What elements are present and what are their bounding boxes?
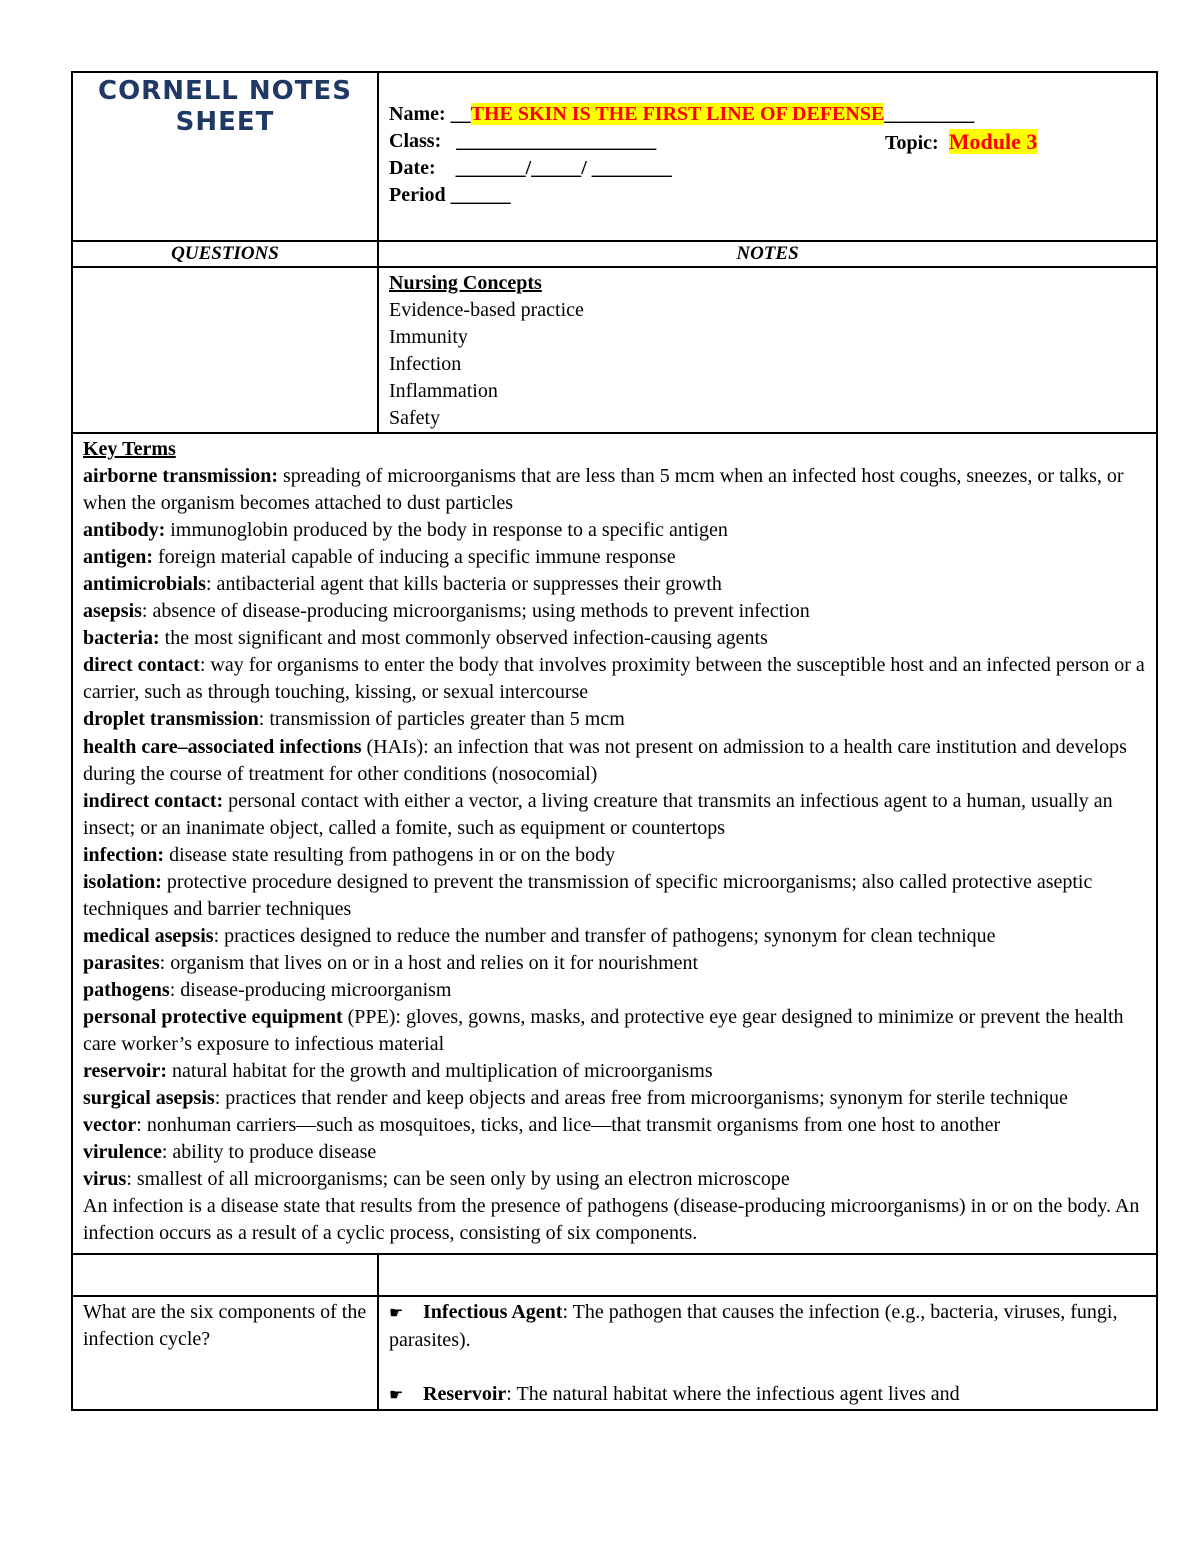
key-term-name: infection: [83,843,165,866]
key-term-entry [83,869,1156,923]
pointing-hand-icon: ☛ [389,1305,404,1323]
period-field[interactable]: ______ [450,184,511,206]
key-term-name: medical asepsis [83,924,214,947]
key-term-entry [83,652,1156,706]
info-cell [378,72,1157,241]
topic-group [885,128,1037,157]
key-term-entry [83,1139,1156,1166]
key-term-name: vector [83,1114,137,1137]
questions-header: QUESTIONS [72,241,378,267]
key-term-definition: : practices designed to reduce the number and transfer of pathogens; synonym for clean technique [213,924,996,947]
key-term-definition: spreading of microorganisms that are less than 5 mcm when an infected host coughs, sneezes, or talks, or when the organism becomes attached to dust particles [83,465,1124,515]
key-term-name: pathogens [83,978,170,1001]
questions-cell-empty[interactable] [72,267,378,433]
key-term-name: airborne transmission: [83,465,278,488]
blank-notes-cell[interactable] [378,1254,1157,1296]
key-term-definition: disease state resulting from pathogens in or on the body [164,843,616,866]
title-line-1: CORNELL NOTES [98,76,352,106]
key-term-definition: : transmission of particles greater than 5 mcm [258,708,625,731]
concepts-title: Nursing Concepts [389,272,542,294]
key-term-definition: immunoglobin produced by the body in response to a specific antigen [165,519,728,542]
key-term-entry [83,463,1156,517]
pointing-hand-icon: ☛ [389,1387,404,1405]
key-term-name: isolation: [83,870,162,893]
answer-cell [378,1296,1157,1410]
class-field[interactable]: ____________________ [456,130,657,152]
name-label: Name: [389,103,446,125]
key-term-name: direct contact [83,654,200,677]
name-suffix: _________ [884,103,975,125]
key-term-entry [83,625,1156,652]
concept-item: Immunity [389,326,468,348]
date-label: Date: [389,157,436,179]
key-term-entry [83,1058,1156,1085]
name-value[interactable]: THE SKIN IS THE FIRST LINE OF DEFENSE [470,103,885,125]
question-cell: What are the six components of the infection cycle? [72,1296,378,1410]
key-term-definition: personal contact with either a vector, a living creature that transmits an infectious agent to a human, usually an insect; or an inanimate object, called a fomite, such as equipment or countertops [83,789,1113,839]
key-term-definition: protective procedure designed to prevent the transmission of specific microorganisms; also called protective aseptic techniques and barrier techniques [83,870,1093,920]
key-term-entry [83,977,1156,1004]
date-field[interactable]: _______/_____/ ________ [455,157,672,179]
key-term-name: health care–associated infections [83,735,362,758]
cornell-notes-table [71,71,1158,1411]
notes-header: NOTES [378,241,1157,267]
key-term-name: personal protective equipment [83,1005,343,1028]
key-term-entry [83,598,1156,625]
key-term-name: antigen: [83,546,153,569]
key-term-definition: : nonhuman carriers—such as mosquitoes, ticks, and lice—that transmit organisms from one host to another [136,1114,1001,1137]
key-term-name: antibody: [83,519,166,542]
key-term-name: indirect contact: [83,789,224,812]
key-term-entry [83,571,1156,598]
key-term-entry [83,1004,1156,1058]
topic-value[interactable]: Module 3 [948,129,1038,154]
key-terms-title: Key Terms [83,438,176,460]
key-term-entry [83,842,1156,869]
answer-item [389,1381,1156,1409]
class-line [389,128,1156,155]
key-term-name: antimicrobials [83,573,206,596]
answer-term: Reservoir [423,1383,507,1406]
key-term-definition: : way for organisms to enter the body that involves proximity between the susceptible host and an infected person or a carrier, such as through touching, kissing, or sexual intercourse [83,654,1145,704]
key-term-name: droplet transmission [83,708,259,731]
period-label: Period [389,184,446,206]
key-term-name: asepsis [83,600,142,623]
key-term-name: surgical asepsis [83,1087,215,1110]
key-term-name: virulence [83,1141,162,1164]
answer-definition: : The natural habitat where the infectious agent lives and [506,1383,960,1406]
class-label: Class: [389,130,442,152]
answer-item [389,1299,1156,1354]
topic-label: Topic: [885,132,939,154]
key-term-definition: : practices that render and keep objects and areas free from microorganisms; synonym for sterile technique [214,1087,1068,1110]
answer-term: Infectious Agent [423,1301,563,1324]
key-term-definition: : disease-producing microorganism [169,978,452,1001]
key-term-entry [83,923,1156,950]
concept-item: Safety [389,407,441,429]
title-line-2: SHEET [175,107,275,137]
key-term-entry [83,517,1156,544]
key-term-definition: (HAIs): an infection that was not present on admission to a health care institution and develops during the course of treatment for other conditions (nosocomial) [83,735,1127,785]
key-term-definition: : absence of disease-producing microorganisms; using methods to prevent infection [141,600,810,623]
blank-question-cell[interactable] [72,1254,378,1296]
key-term-definition: : antibacterial agent that kills bacteria or suppresses their growth [205,573,722,596]
title-cell [72,72,378,241]
spacer [389,1354,1156,1381]
concept-item: Infection [389,353,462,375]
key-term-name: bacteria: [83,627,160,650]
key-term-definition: : ability to produce disease [161,1141,377,1164]
sheet-title [73,76,377,138]
key-term-name: parasites [83,951,160,974]
key-terms-list [83,463,1156,1193]
key-term-entry [83,950,1156,977]
key-term-name: virus [83,1168,127,1191]
name-line [389,101,1156,128]
key-term-entry [83,1085,1156,1112]
date-line [389,155,1156,182]
key-terms-cell [72,433,1157,1254]
key-term-entry [83,734,1156,788]
name-prefix: __ [450,103,471,125]
key-term-entry [83,706,1156,733]
key-term-definition: : smallest of all microorganisms; can be seen only by using an electron microscope [126,1168,790,1191]
concepts-cell [378,267,1157,433]
key-term-definition: natural habitat for the growth and multiplication of microorganisms [167,1060,713,1083]
key-term-definition: (PPE): gloves, gowns, masks, and protective eye gear designed to minimize or prevent the health care worker’s exposure to infectious material [83,1005,1124,1056]
answer-definition: : The pathogen that causes the infection (e.g., bacteria, viruses, fungi, parasites). [389,1301,1118,1352]
key-term-definition: : organism that lives on or in a host and relies on it for nourishment [159,951,699,974]
key-term-name: reservoir: [83,1060,168,1083]
key-term-definition: the most significant and most commonly observed infection-causing agents [159,627,768,650]
concept-item: Evidence-based practice [389,299,584,321]
key-term-entry [83,544,1156,571]
concept-item: Inflammation [389,380,498,402]
key-term-entry [83,1112,1156,1139]
key-terms-summary: An infection is a disease state that results from the presence of pathogens (disease-producing microorganisms) in or on the body. An infection occurs as a result of a cyclic process, consisting of six components. [83,1195,1140,1245]
period-line [389,182,1156,209]
key-term-definition: foreign material capable of inducing a specific immune response [153,546,676,569]
key-term-entry [83,788,1156,842]
key-term-entry [83,1166,1156,1193]
